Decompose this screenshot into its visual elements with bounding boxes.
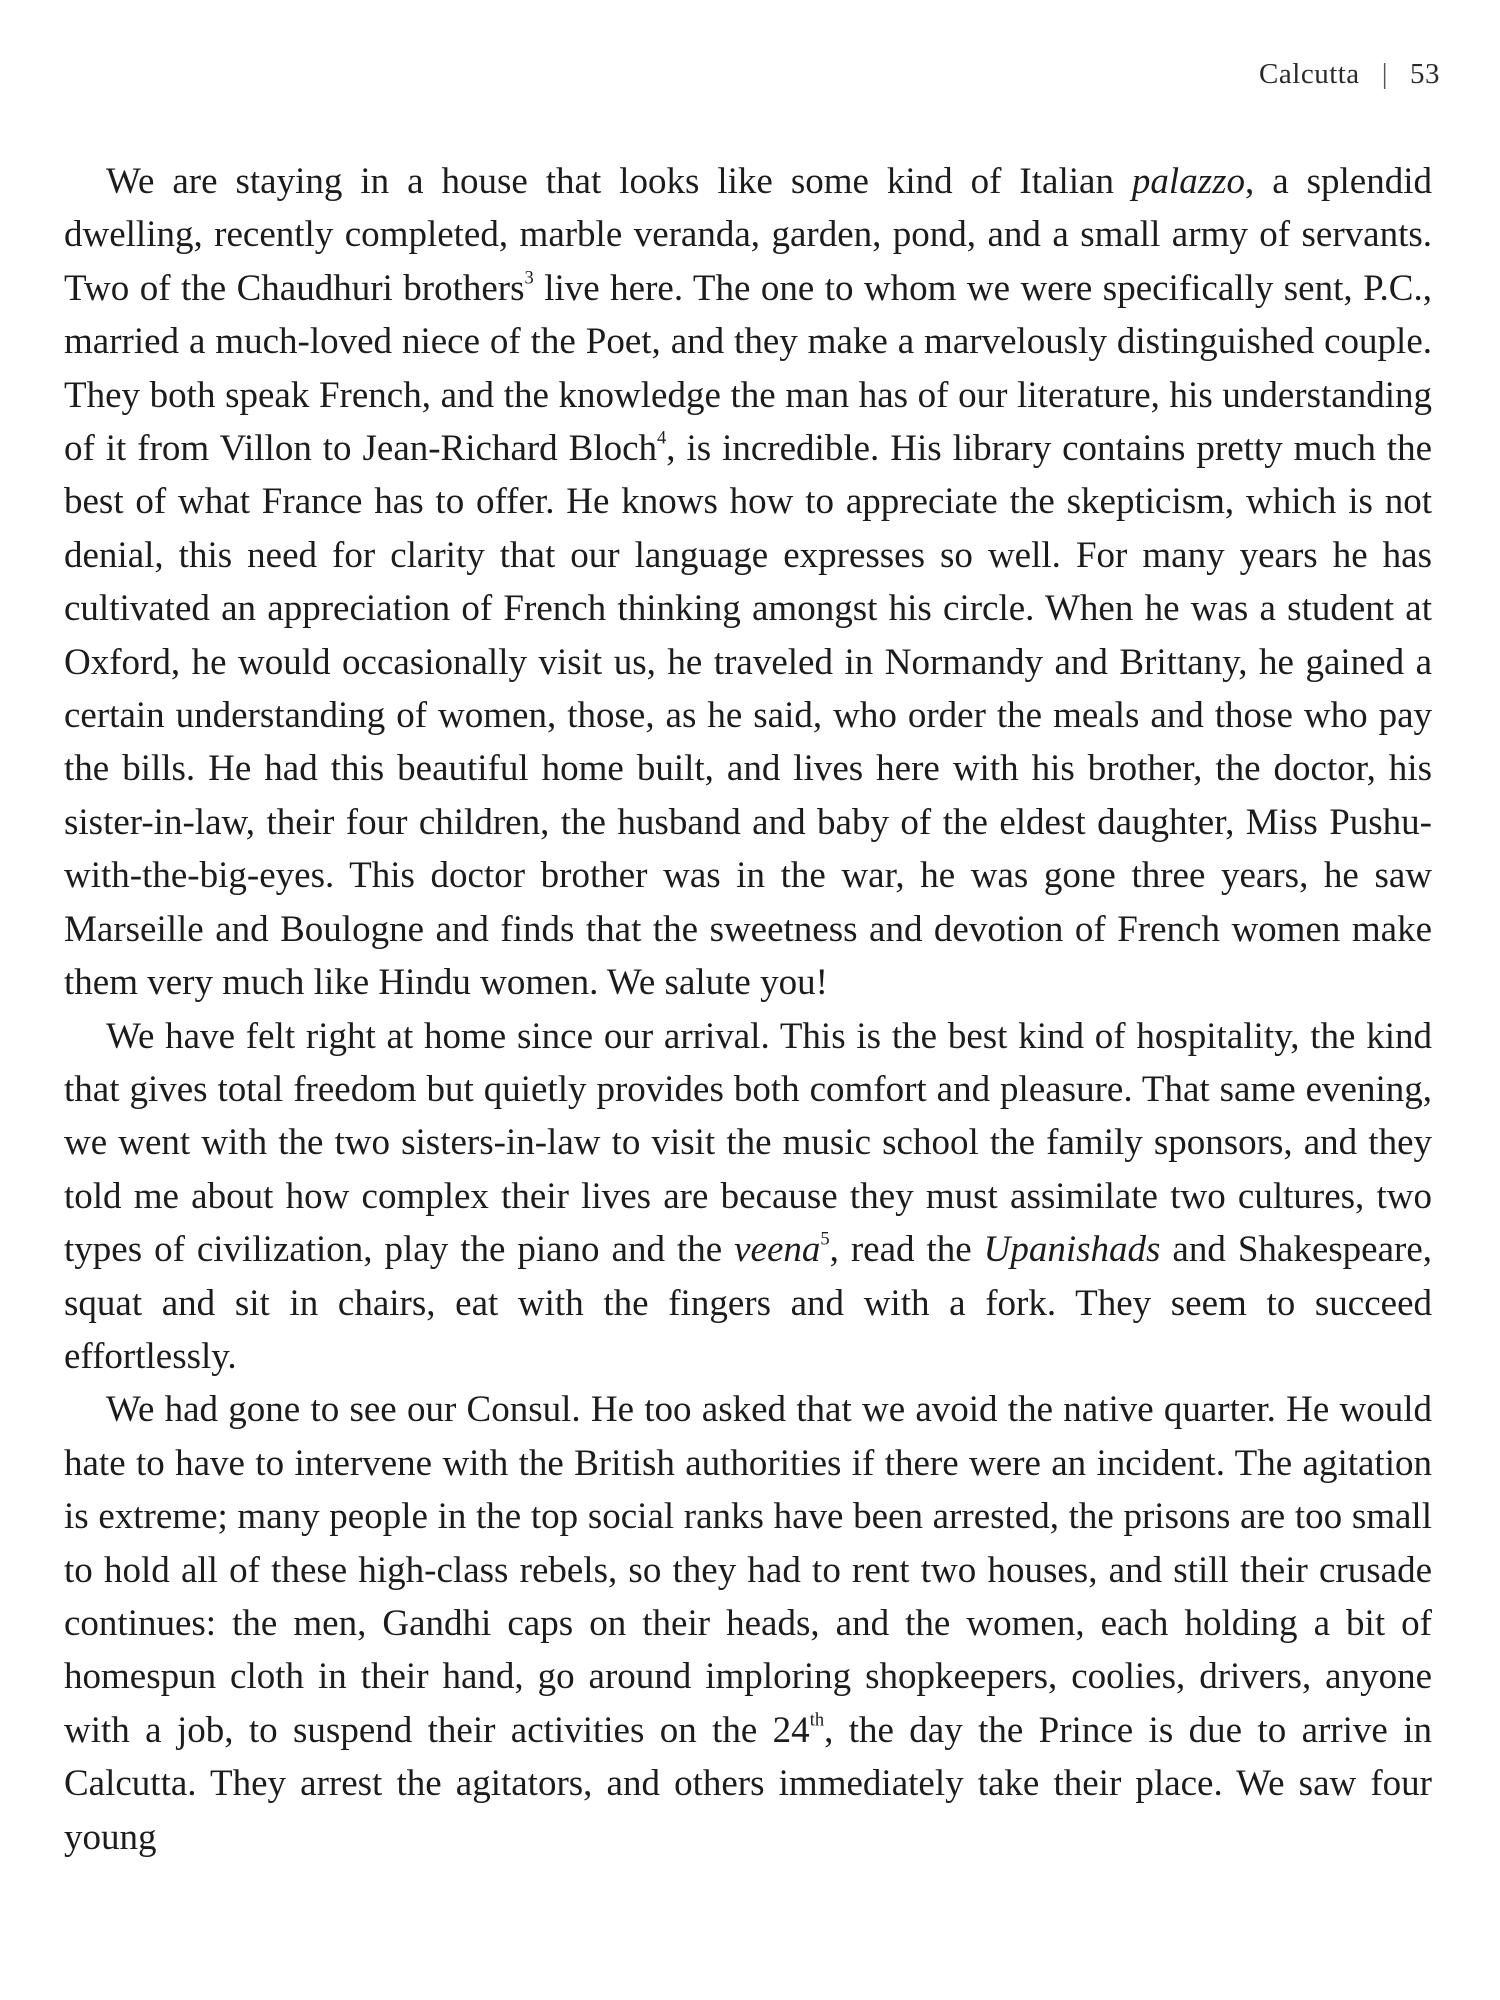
paragraph	[64, 1010, 1432, 1384]
footnote-marker: 3	[524, 268, 534, 289]
footnote-marker: 5	[820, 1229, 830, 1250]
text-run: We have felt right at home since our arrival. This is the best kind of hospitality, the kind that gives total freedom but quietly provides both comfort and pleasure. That same evening, we went with the two sisters-in-law to visit the music school the family sponsors, and they told me about how complex their lives are because they must assimilate two cultures, two types of civilization, play the piano and the	[64, 1015, 1432, 1271]
chapter-title: Calcutta	[1259, 58, 1360, 90]
text-run: We had gone to see our Consul. He too asked that we avoid the native quarter. He would hate to have to intervene with the British authorities if there were an incident. The agitation is extreme; many people in the top social ranks have been arrested, the prisons are too small to hold all of these high-class rebels, so they had to rent two houses, and still their crusade continues: the men, Gandhi caps on their heads, and the women, each holding a bit of homespun cloth in their hand, go around imploring shopkeepers, coolies, drivers, anyone with a job, to suspend their activities on the 24	[64, 1389, 1432, 1751]
text-run: , the day the Prince is due to arrive in Calcutta. They arrest the agitators, and others immediately take their place. We saw four young	[64, 1709, 1432, 1858]
body-text	[64, 155, 1432, 1864]
italic-term: veena	[734, 1229, 821, 1271]
paragraph	[64, 155, 1432, 1010]
italic-term: palazzo	[1131, 161, 1245, 202]
paragraph	[64, 1383, 1432, 1864]
header-separator: |	[1381, 58, 1388, 90]
footnote-marker: 4	[657, 428, 667, 449]
running-header	[1259, 58, 1440, 91]
ordinal-suffix: th	[809, 1710, 825, 1731]
text-run: and Shakespeare, squat and sit in chairs, eat with the fingers and with a fork. They seem to succeed effortlessly.	[64, 1229, 1432, 1377]
text-run: , is incredible. His library contains pretty much the best of what France has to offer. He knows how to appreciate the skepticism, which is not denial, this need for clarity that our language expresses so well. For many years he has cultivated an appreciation of French thinking amongst his circle. When he was a student at Oxford, he would occasionally visit us, he traveled in Normandy and Brittany, he gained a certain understanding of women, those, as he said, who order the meals and those who pay the bills. He had this beautiful home built, and lives here with his brother, the doctor, his sister-in-law, their four children, the husband and baby of the eldest daughter, Miss Pushu-with-the-big-eyes. This doctor brother was in the war, he was gone three years, he saw Marseille and Boulogne and finds that the sweetness and devotion of French women make them very much like Hindu women. We salute you!	[64, 428, 1432, 1004]
text-run: live here. The one to whom we were specifically sent, P.C., married a much-loved niece of the Poet, and they make a marvelously distinguished couple. They both speak French, and the knowledge the man has of our literature, his understanding of it from Villon to Jean-Richard Bloch	[64, 267, 1432, 470]
italic-term: Upanishads	[983, 1229, 1161, 1271]
text-run: We are staying in a house that looks like some kind of Italian	[106, 161, 1132, 202]
text-run: , read the	[829, 1229, 984, 1271]
text-run: , a splendid dwelling, recently completed, marble veranda, garden, pond, and a small army of servants. Two of the Chaudhuri brothers	[64, 161, 1432, 309]
page-number: 53	[1410, 58, 1440, 90]
